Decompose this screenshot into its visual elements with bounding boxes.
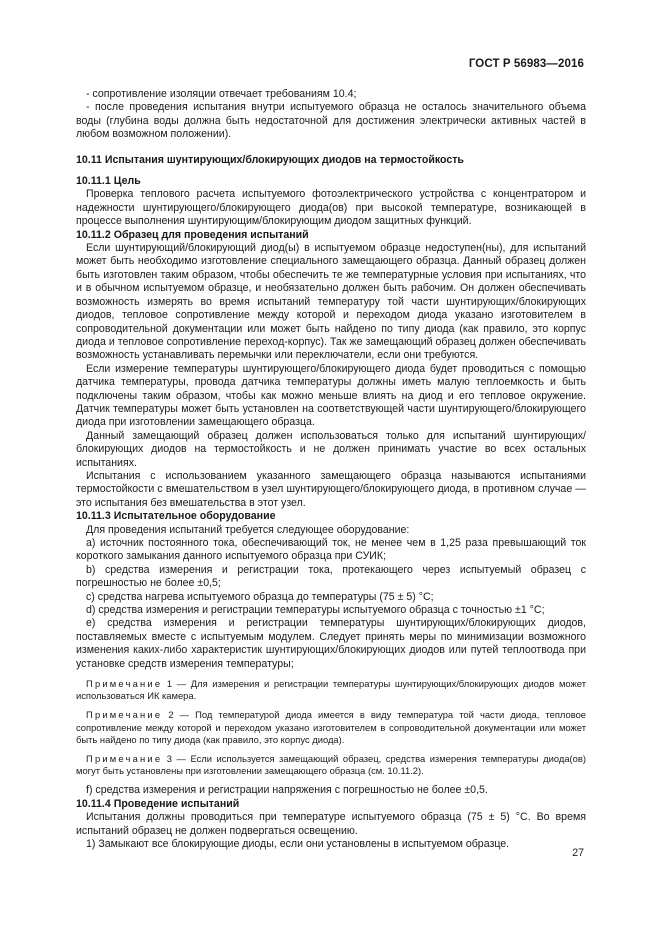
subsection-heading: 10.11.2 Образец для проведения испытаний [76, 228, 309, 241]
list-item: а) источник постоянного тока, обеспечивающий ток, не менее чем в 1,25 раза превышающий ток короткого замыкания данного испытуемого образца при СУИК; [76, 537, 586, 563]
section-title: 10.11 Испытания шунтирующих/блокирующих диодов на термостойкость [76, 153, 464, 166]
note-text: — Если используется замещающий образец, средства измерения температуры диода(ов) могут быть установлены при изготовлении замещающего образца (см. 10.11.2). [76, 753, 586, 777]
standard-code: ГОСТ Р 56983—2016 [468, 58, 584, 70]
page-number: 27 [572, 847, 584, 859]
note-number: 3 [166, 753, 173, 765]
list-item: f) средства измерения и регистрации напряжения с погрешностью не более ±0,5. [86, 784, 488, 797]
subsection-heading: 10.11.1 Цель [76, 175, 141, 188]
paragraph: Если измерение температуры шунтирующего/блокирующего диода будет проводиться с помощью датчика температуры, провода датчика температуры должны иметь малую теплоемкость и быть подключены таким образом, чтобы как можно меньше влиять на диод и его тепловое окружение. Датчик температуры может быть установлен на соответствующей части шунтирующего/блокирующего диода при изготовлении замещающего образца. [76, 362, 586, 429]
note [76, 753, 586, 777]
list-item: е) средства измерения и регистрации температуры шунтирующих/блокирующих диодов, поставляемых вместе с испытуемым модулем. Следует принять меры по минимизации возможного изменения каких-либо характеристик шунтирующих/блокирующих диодов или путей теплоотвода при установке средств измерения температуры; [76, 617, 586, 670]
note [76, 709, 586, 746]
note-number: 2 [168, 709, 174, 721]
subsection-heading: 10.11.3 Испытательное оборудование [76, 510, 276, 523]
page-content [76, 88, 586, 852]
paragraph: Испытания с использованием указанного замещающего образца называются испытаниями термостойкости с вмешательством в узел шунтирующего/блокирующего диода, в противном случае — это испытания без вмешательства в этот узел. [76, 469, 586, 509]
subsection-heading: 10.11.4 Проведение испытаний [76, 797, 240, 810]
list-item: b) средства измерения и регистрации тока, протекающего через испытуемый образец с погрешностью не более ±0,5; [76, 563, 586, 590]
paragraph: Испытания должны проводиться при температуре испытуемого образца (75 ± 5) °С. Во время испытаний образец не должен подвергаться освещению. [76, 811, 586, 837]
note-number: 1 [166, 678, 173, 690]
list-item: 1) Замыкают все блокирующие диоды, если они установлены в испытуемом образце. [86, 838, 510, 851]
list-item: c) средства нагрева испытуемого образца до температуры (75 ± 5) °С; [86, 590, 434, 603]
list-item: d) средства измерения и регистрации температуры испытуемого образца с точностью ±1 °С; [86, 604, 545, 617]
note-label: Примечание [86, 709, 163, 721]
note-label: Примечание [86, 753, 163, 765]
note-text: — Под температурой диода имеется в виду температура той части диода, тепловое сопротивление между которой и переходом указано изготовителем в сопроводительной документации или может быть найдено по типу диода (как правило, это корпус диода). [76, 709, 586, 745]
paragraph: Если шунтирующий/блокирующий диод(ы) в испытуемом образце недоступен(ны), для испытаний может быть необходимо изготовление специального замещающего образца. Данный образец должен быть изготовлен таким образом, чтобы обеспечить те же температурные условия при испытаниях, что и в обычном испытуемом образце, и необязательно должен быть рабочим. Он должен обеспечивать возможность измерять во время испытаний температуру той части шунтирующих/блокирующих диодов, тепловое сопротивление между которой и переходом диода указано изготовителем в сопроводительной документации или может быть найдено по типу диода (как правило, это корпус диода и тепловое сопротивление переход-корпус). Так же замещающий образец должен обеспечивать возможность устанавливать перемычки или переключатели, если они требуются. [76, 242, 586, 362]
note-text: — Для измерения и регистрации температуры шунтирующих/блокирующих диодов может использоваться ИК камера. [76, 678, 587, 702]
list-item: - сопротивление изоляции отвечает требованиям 10.4; [86, 88, 357, 100]
paragraph: Проверка теплового расчета испытуемого фотоэлектрического устройства с концентратором и надежности шунтирующего/блокирующего диода(ов) при высокой температуре, возникающей в процессе выполнения шунтирующим/блокирующим диодом защитных функций. [76, 188, 586, 228]
note [76, 678, 586, 702]
paragraph: Данный замещающий образец должен использоваться только для испытаний шунтирующих/блокирующих диодов на термостойкость и не должен принимать участие во всех остальных испытаниях. [76, 429, 586, 469]
note-label: Примечание [86, 678, 163, 690]
paragraph: Для проведения испытаний требуется следующее оборудование: [86, 523, 410, 536]
list-item: - после проведения испытания внутри испытуемого образца не осталось значительного объема воды (глубина воды должна быть недостаточной для достижения электрически активных частей в любом возможном положении). [76, 101, 586, 141]
